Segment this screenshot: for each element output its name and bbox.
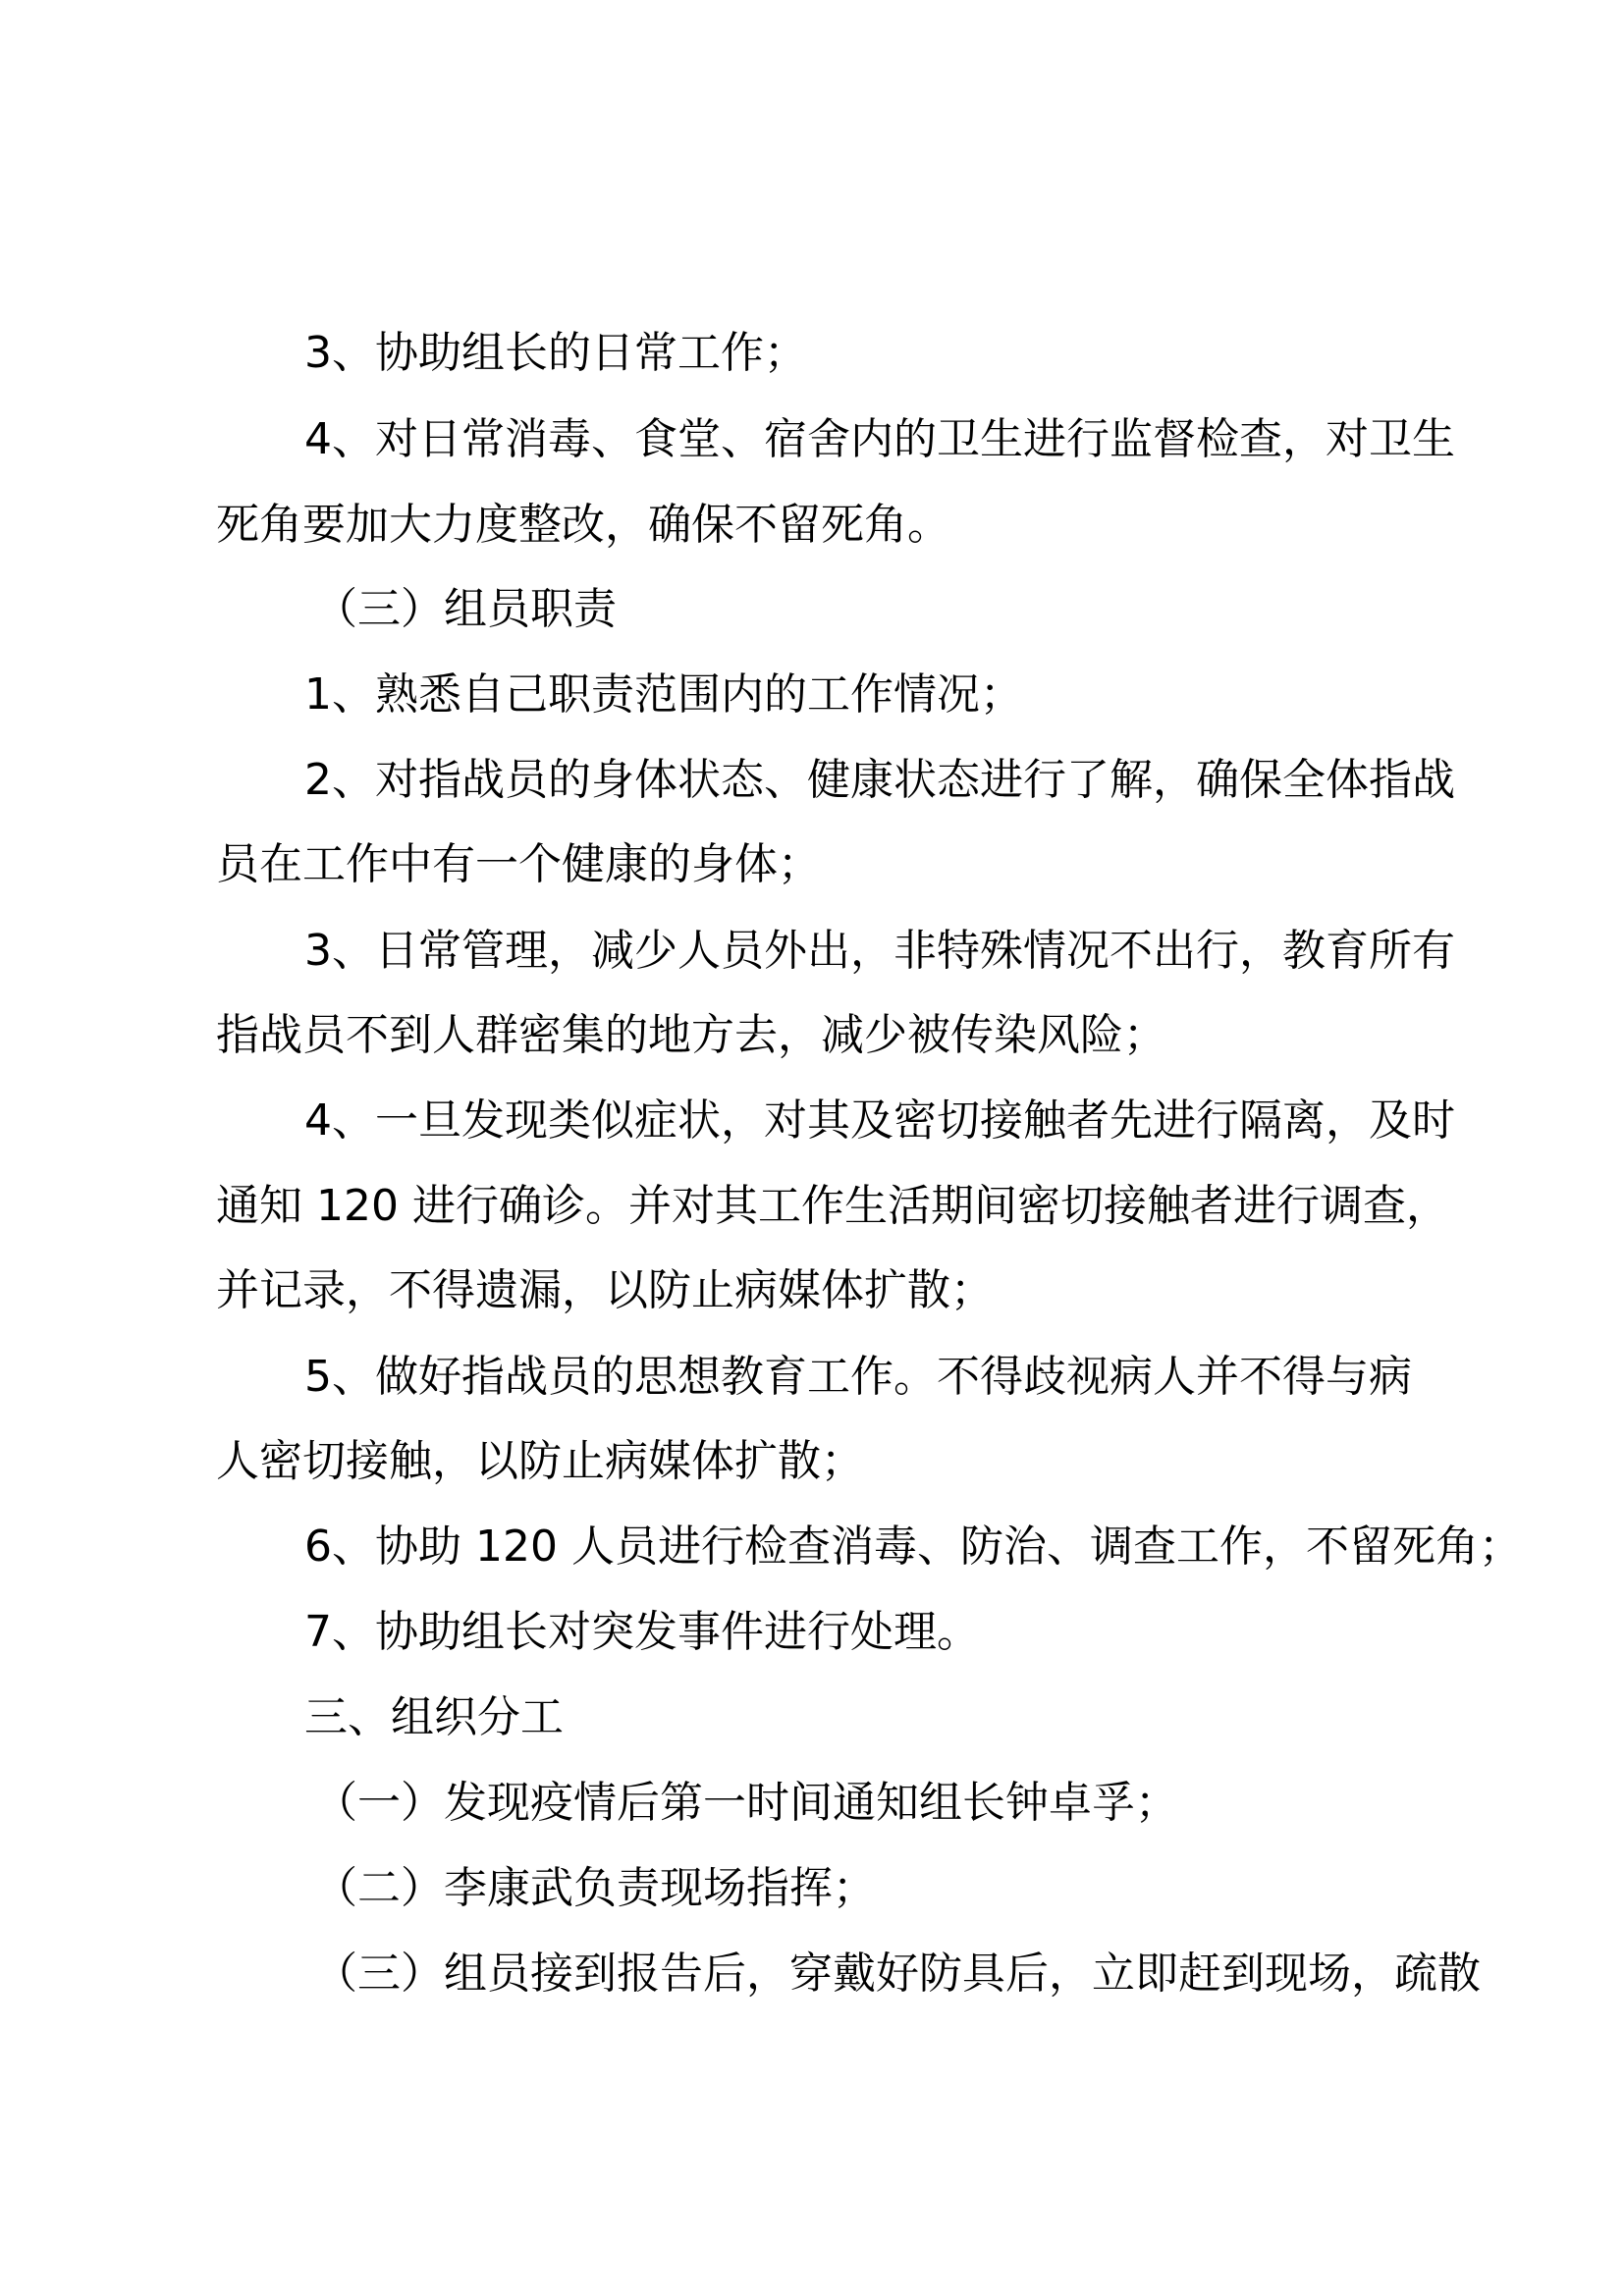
text-line: 4、一旦发现类似症状，对其及密切接触者先进行隔离，及时 [304,1095,1455,1146]
section-heading: 三、组织分工 [304,1692,564,1742]
text-line: （二）李康武负责现场指挥； [314,1863,876,1913]
text-line: 并记录，不得遗漏，以防止病媒体扩散； [216,1265,994,1315]
text-line: 人密切接触，以防止病媒体扩散； [216,1436,864,1486]
text-line: 指战员不到人群密集的地方去，减少被传染风险； [216,1010,1166,1060]
section-heading: （三）组员职责 [314,584,617,634]
text-line: 通知 120 进行确诊。并对其工作生活期间密切接触者进行调查， [216,1181,1449,1231]
text-line: 6、协助 120 人员进行检查消毒、防治、调查工作，不留死角； [304,1522,1522,1572]
text-line: 4、对日常消毒、食堂、宿舍内的卫生进行监督检查，对卫生 [304,414,1455,464]
text-line: 1、熟悉自己职责范围内的工作情况； [304,669,1023,720]
text-line: （一）发现疫情后第一时间通知组长钟卓孚； [314,1778,1178,1828]
text-line: 死角要加大力度整改，确保不留死角。 [216,500,950,550]
text-line: （三）组员接到报告后，穿戴好防具后，立即赶到现场，疏散 [314,1949,1481,1999]
text-line: 2、对指战员的身体状态、健康状态进行了解，确保全体指战 [304,755,1455,805]
text-line: 3、协助组长的日常工作； [304,328,807,378]
text-line: 3、日常管理，减少人员外出，非特殊情况不出行，教育所有 [304,926,1455,976]
text-line: 5、做好指战员的思想教育工作。不得歧视病人并不得与病 [304,1352,1412,1402]
text-line: 员在工作中有一个健康的身体； [216,839,821,889]
text-line: 7、协助组长对突发事件进行处理。 [304,1607,980,1657]
